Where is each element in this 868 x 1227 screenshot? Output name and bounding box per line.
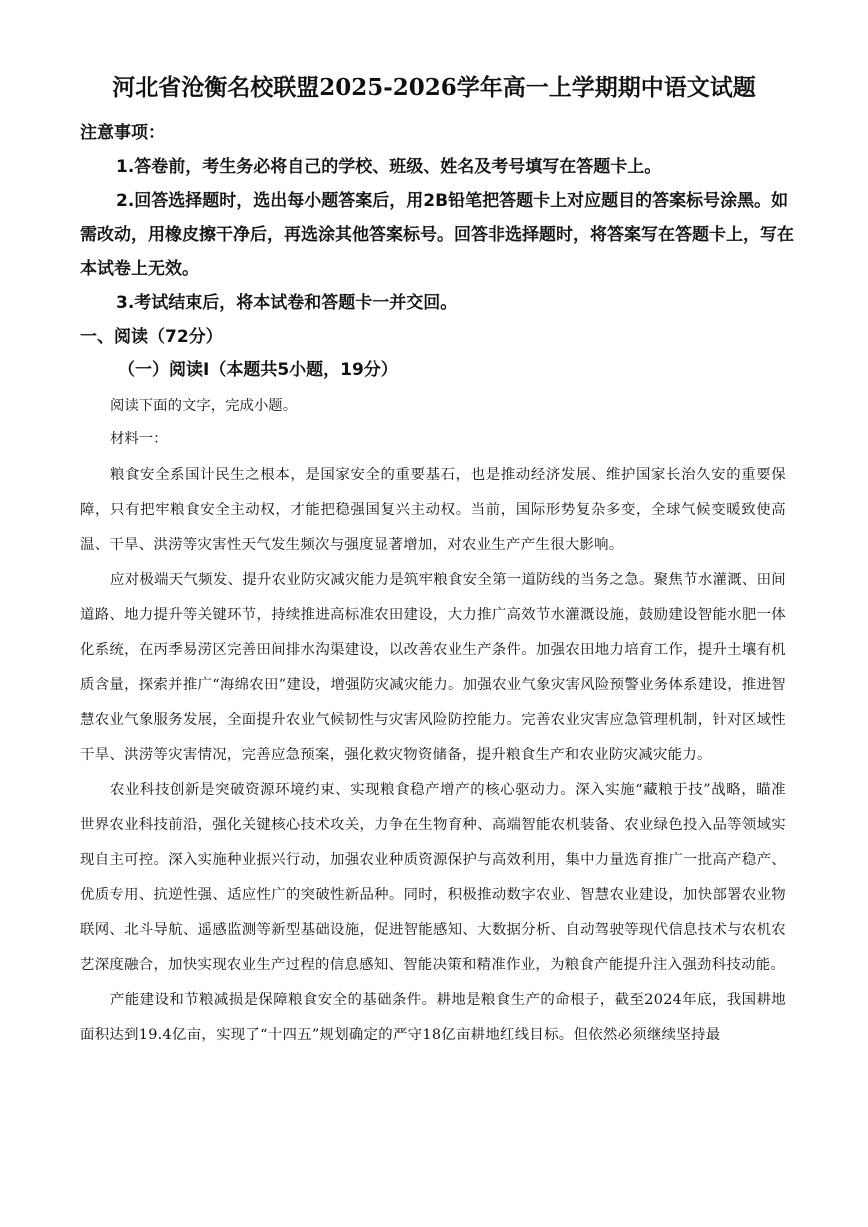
document-title: 河北省沧衡名校联盟2025-2026学年高一上学期期中语文试题 [112, 74, 756, 101]
notice-item: 2.回答选择题时，选出每小题答案后，用2B铅笔把答题卡上对应题目的答案标号涂黑。如需改动，用橡皮擦干净后，再选涂其他答案标号。回答非选择题时，将答案写在答题卡上，写在本试卷上无效。 [80, 191, 794, 279]
section-heading: 一、阅读（72分） [80, 327, 223, 347]
instruction-text: 阅读下面的文字，完成小题。 [110, 398, 298, 414]
body-paragraph: 应对极端天气频发、提升农业防灾减灾能力是筑牢粮食安全第一道防线的当务之急。聚焦节水灌溉、田间道路、地力提升等关键环节，持续推进高标准农田建设，大力推广高效节水灌溉设施，鼓励建设智能水肥一体化系统，在丙季易涝区完善田间排水沟渠建设，以改善农业生产条件。加强农田地力培育工作，提升土壤有机质含量，探索并推广“海绵农田”建设，增强防灾减灾能力。加强农业气象灾害风险预警业务体系建设，推进智慧农业气象服务发展，全面提升农业气候韧性与灾害风险防控能力。完善农业灾害应急管理机制，针对区域性干旱、洪涝等灾害情况，完善应急预案，强化救灾物资储备，提升粮食生产和农业防灾减灾能力。 [80, 572, 786, 763]
notice-item: 3.考试结束后，将本试卷和答题卡一并交回。 [116, 293, 458, 313]
subsection-heading: （一）阅读Ⅰ（本题共5小题，19分） [118, 360, 398, 380]
notice-block [80, 116, 800, 320]
notice-heading: 注意事项： [80, 123, 165, 143]
material-body [80, 458, 786, 1053]
material-label: 材料一： [110, 431, 168, 447]
notice-item: 1.答卷前，考生务必将自己的学校、班级、姓名及考号填写在答题卡上。 [116, 157, 662, 177]
body-paragraph: 产能建设和节粮减损是保障粮食安全的基础条件。耕地是粮食生产的命根子，截至2024年底，我国耕地面积达到19.4亿亩，实现了“十四五”规划确定的严守18亿亩耕地红线目标。但依然必须继续坚持最 [80, 992, 786, 1043]
body-paragraph: 粮食安全系国计民生之根本，是国家安全的重要基石，也是推动经济发展、维护国家长治久安的重要保障，只有把牢粮食安全主动权，才能把稳强国复兴主动权。当前，国际形势复杂多变，全球气候变暖致使高温、干旱、洪涝等灾害性天气发生频次与强度显著增加，对农业生产产生很大影响。 [80, 467, 786, 553]
body-paragraph: 农业科技创新是突破资源环境约束、实现粮食稳产增产的核心驱动力。深入实施“藏粮于技”战略，瞄准世界农业科技前沿，强化关键核心技术攻关，力争在生物育种、高端智能农机装备、农业绿色投入品等领域实现自主可控。深入实施种业振兴行动，加强农业种质资源保护与高效利用，集中力量选育推广一批高产稳产、优质专用、抗逆性强、适应性广的突破性新品种。同时，积极推动数字农业、智慧农业建设，加快部署农业物联网、北斗导航、遥感监测等新型基础设施，促进智能感知、大数据分析、自动驾驶等现代信息技术与农机农艺深度融合，加快实现农业生产过程的信息感知、智能决策和精准作业，为粮食产能提升注入强劲科技动能。 [80, 782, 786, 973]
